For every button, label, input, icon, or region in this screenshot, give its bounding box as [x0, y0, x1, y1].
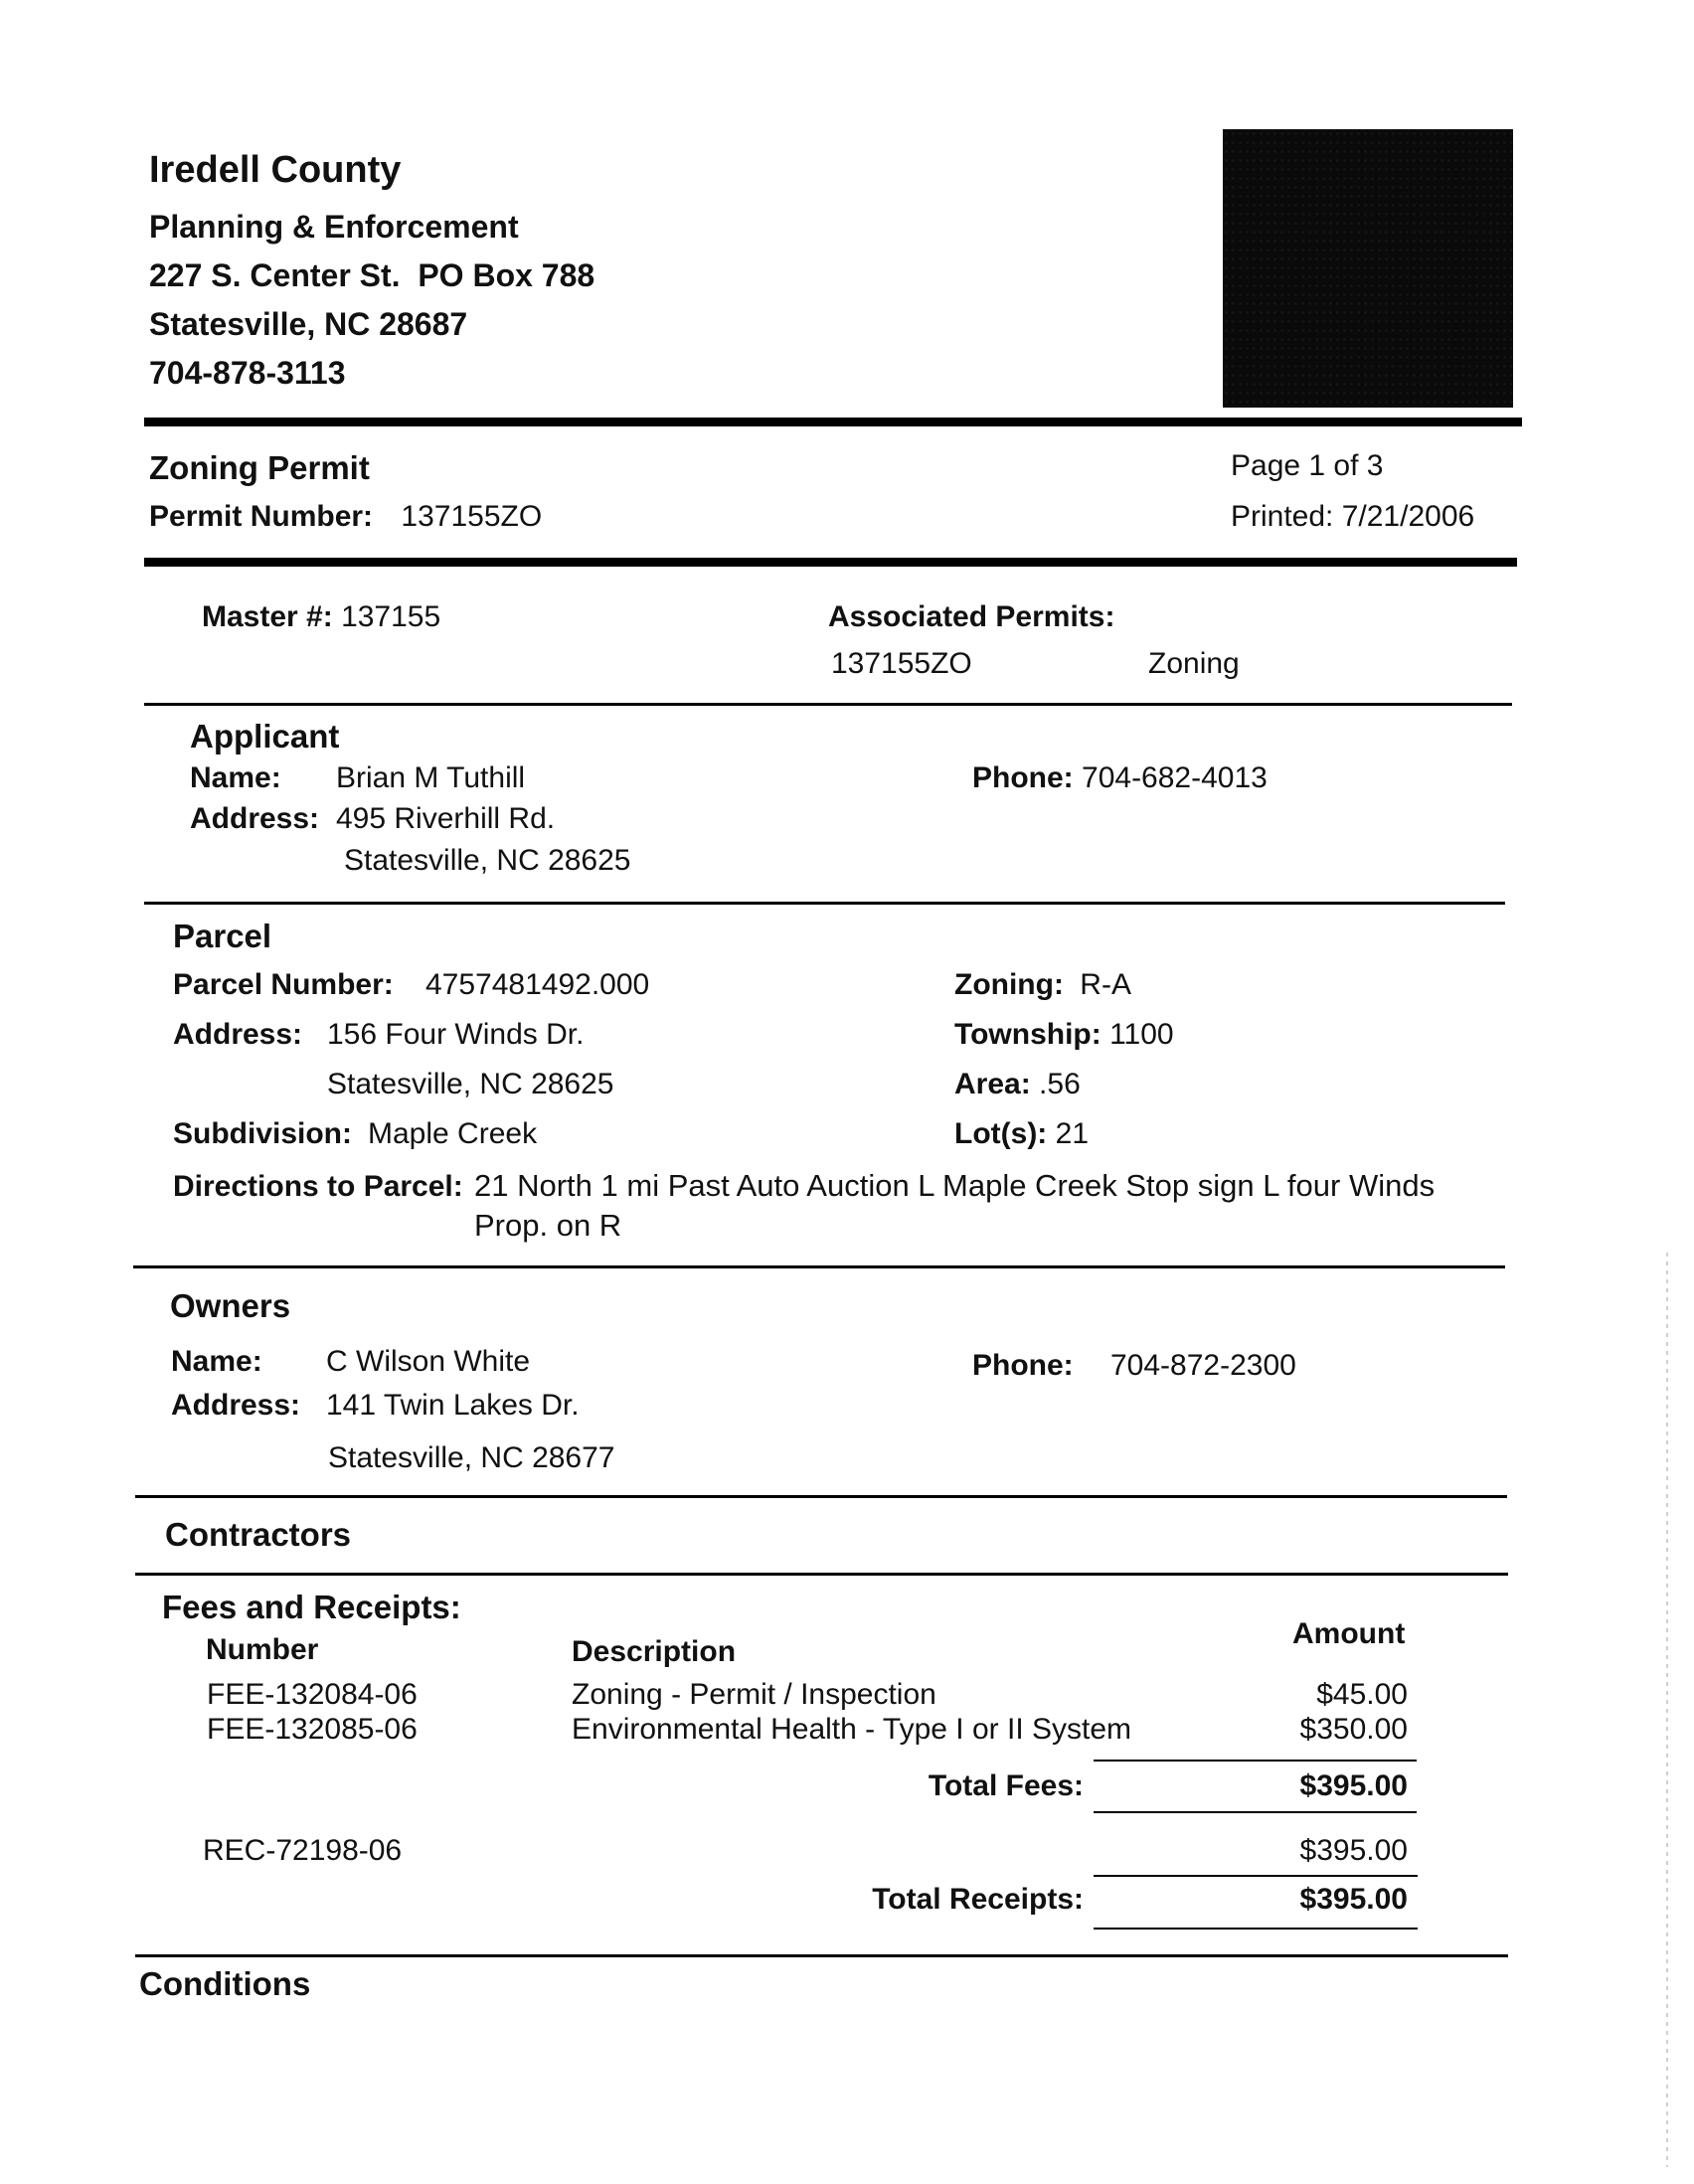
total-receipts-bottom-rule: [1094, 1928, 1418, 1930]
fee-description: Environmental Health - Type I or II System: [572, 1713, 1132, 1746]
permit-number-label: Permit Number:: [149, 500, 374, 533]
scan-edge-artifact: [1666, 1253, 1668, 2167]
master-row: [202, 600, 440, 634]
section-divider: [144, 703, 1512, 706]
permit-title: Zoning Permit: [149, 449, 370, 486]
fees-col-amount: Amount: [1292, 1617, 1406, 1650]
parcel-lots-label: Lot(s):: [954, 1117, 1048, 1150]
owners-heading: Owners: [170, 1287, 291, 1324]
applicant-address-line2: Statesville, NC 28625: [344, 844, 631, 877]
parcel-lots: 21: [1055, 1117, 1090, 1150]
page-indicator: Page 1 of 3: [1231, 449, 1384, 482]
fee-number: FEE-132085-06: [207, 1713, 418, 1746]
owner-phone: 704-872-2300: [1110, 1349, 1296, 1382]
permit-number-row: [149, 500, 542, 534]
total-fees-amount: $395.00: [1299, 1769, 1408, 1802]
directions-line2: Prop. on R: [474, 1208, 622, 1243]
agency-county: Iredell County: [149, 149, 402, 191]
applicant-phone-label: Phone:: [972, 761, 1074, 794]
section-divider: [144, 902, 1505, 905]
applicant-heading: Applicant: [190, 718, 340, 755]
parcel-zoning-label: Zoning:: [954, 968, 1064, 1001]
associated-permit-number: 137155ZO: [831, 647, 972, 680]
applicant-name-label: Name:: [190, 761, 281, 794]
permit-number-value: 137155ZO: [401, 500, 543, 533]
parcel-zoning-row: [954, 968, 1131, 1002]
owner-address-line1: 141 Twin Lakes Dr.: [326, 1389, 580, 1422]
parcel-heading: Parcel: [173, 918, 272, 954]
total-fees-label: Total Fees:: [928, 1769, 1084, 1802]
subdivision-label: Subdivision:: [173, 1117, 352, 1150]
fees-col-number: Number: [206, 1633, 319, 1666]
owner-address-label: Address:: [171, 1389, 301, 1422]
parcel-area: .56: [1039, 1068, 1081, 1100]
applicant-phone-row: [972, 761, 1268, 795]
receipt-amount: $395.00: [1299, 1834, 1408, 1867]
master-label: Master #:: [202, 600, 333, 633]
associated-permit-type: Zoning: [1148, 647, 1240, 680]
parcel-address-line1: 156 Four Winds Dr.: [327, 1018, 585, 1051]
owner-address-line2: Statesville, NC 28677: [328, 1441, 615, 1474]
agency-department: Planning & Enforcement: [149, 209, 519, 245]
conditions-heading: Conditions: [139, 1965, 311, 2002]
parcel-township-label: Township:: [954, 1018, 1101, 1051]
agency-address-line2: Statesville, NC 28687: [149, 306, 468, 342]
parcel-area-row: [954, 1068, 1081, 1101]
fee-amount: $350.00: [1299, 1713, 1408, 1746]
agency-address-line1: 227 S. Center St. PO Box 788: [149, 257, 595, 293]
fees-heading: Fees and Receipts:: [162, 1589, 461, 1625]
directions-label: Directions to Parcel:: [173, 1170, 463, 1203]
redacted-logo-block: [1223, 129, 1513, 408]
owner-phone-label: Phone:: [972, 1349, 1074, 1382]
subdivision-value: Maple Creek: [368, 1117, 538, 1150]
parcel-number: 4757481492.000: [425, 968, 650, 1001]
parcel-township: 1100: [1109, 1018, 1174, 1051]
agency-phone: 704-878-3113: [149, 355, 346, 391]
fee-number: FEE-132084-06: [207, 1678, 418, 1711]
master-value: 137155: [341, 600, 441, 633]
parcel-address-line2: Statesville, NC 28625: [327, 1068, 614, 1100]
applicant-name: Brian M Tuthill: [336, 761, 526, 794]
fees-col-description: Description: [572, 1635, 737, 1668]
total-receipts-amount: $395.00: [1299, 1883, 1408, 1916]
parcel-zoning: R-A: [1080, 968, 1131, 1001]
total-fees-bottom-rule: [1094, 1811, 1417, 1813]
printed-date: Printed: 7/21/2006: [1231, 500, 1475, 533]
section-divider: [133, 1265, 1505, 1268]
total-receipts-top-rule: [1094, 1875, 1418, 1877]
fee-amount: $45.00: [1316, 1678, 1408, 1711]
parcel-area-label: Area:: [954, 1068, 1031, 1100]
applicant-address-line1: 495 Riverhill Rd.: [336, 802, 556, 835]
directions-line1: 21 North 1 mi Past Auto Auction L Maple Creek Stop sign L four Winds: [474, 1168, 1436, 1203]
total-fees-top-rule: [1094, 1760, 1417, 1762]
associated-permits-label: Associated Permits:: [828, 600, 1115, 633]
parcel-lots-row: [954, 1117, 1089, 1151]
parcel-township-row: [954, 1018, 1174, 1052]
applicant-address-label: Address:: [190, 802, 320, 835]
owner-name-label: Name:: [171, 1345, 262, 1378]
receipt-number: REC-72198-06: [203, 1834, 403, 1867]
section-divider: [135, 1495, 1507, 1498]
parcel-number-label: Parcel Number:: [173, 968, 394, 1001]
owner-name: C Wilson White: [326, 1345, 531, 1378]
fee-description: Zoning - Permit / Inspection: [572, 1678, 936, 1711]
total-receipts-label: Total Receipts:: [872, 1883, 1084, 1916]
applicant-phone: 704-682-4013: [1082, 761, 1268, 794]
parcel-address-label: Address:: [173, 1018, 303, 1051]
header-divider: [144, 418, 1522, 426]
section-divider: [135, 1954, 1508, 1957]
contractors-heading: Contractors: [165, 1516, 352, 1553]
permit-divider: [144, 558, 1517, 567]
section-divider: [135, 1573, 1508, 1576]
